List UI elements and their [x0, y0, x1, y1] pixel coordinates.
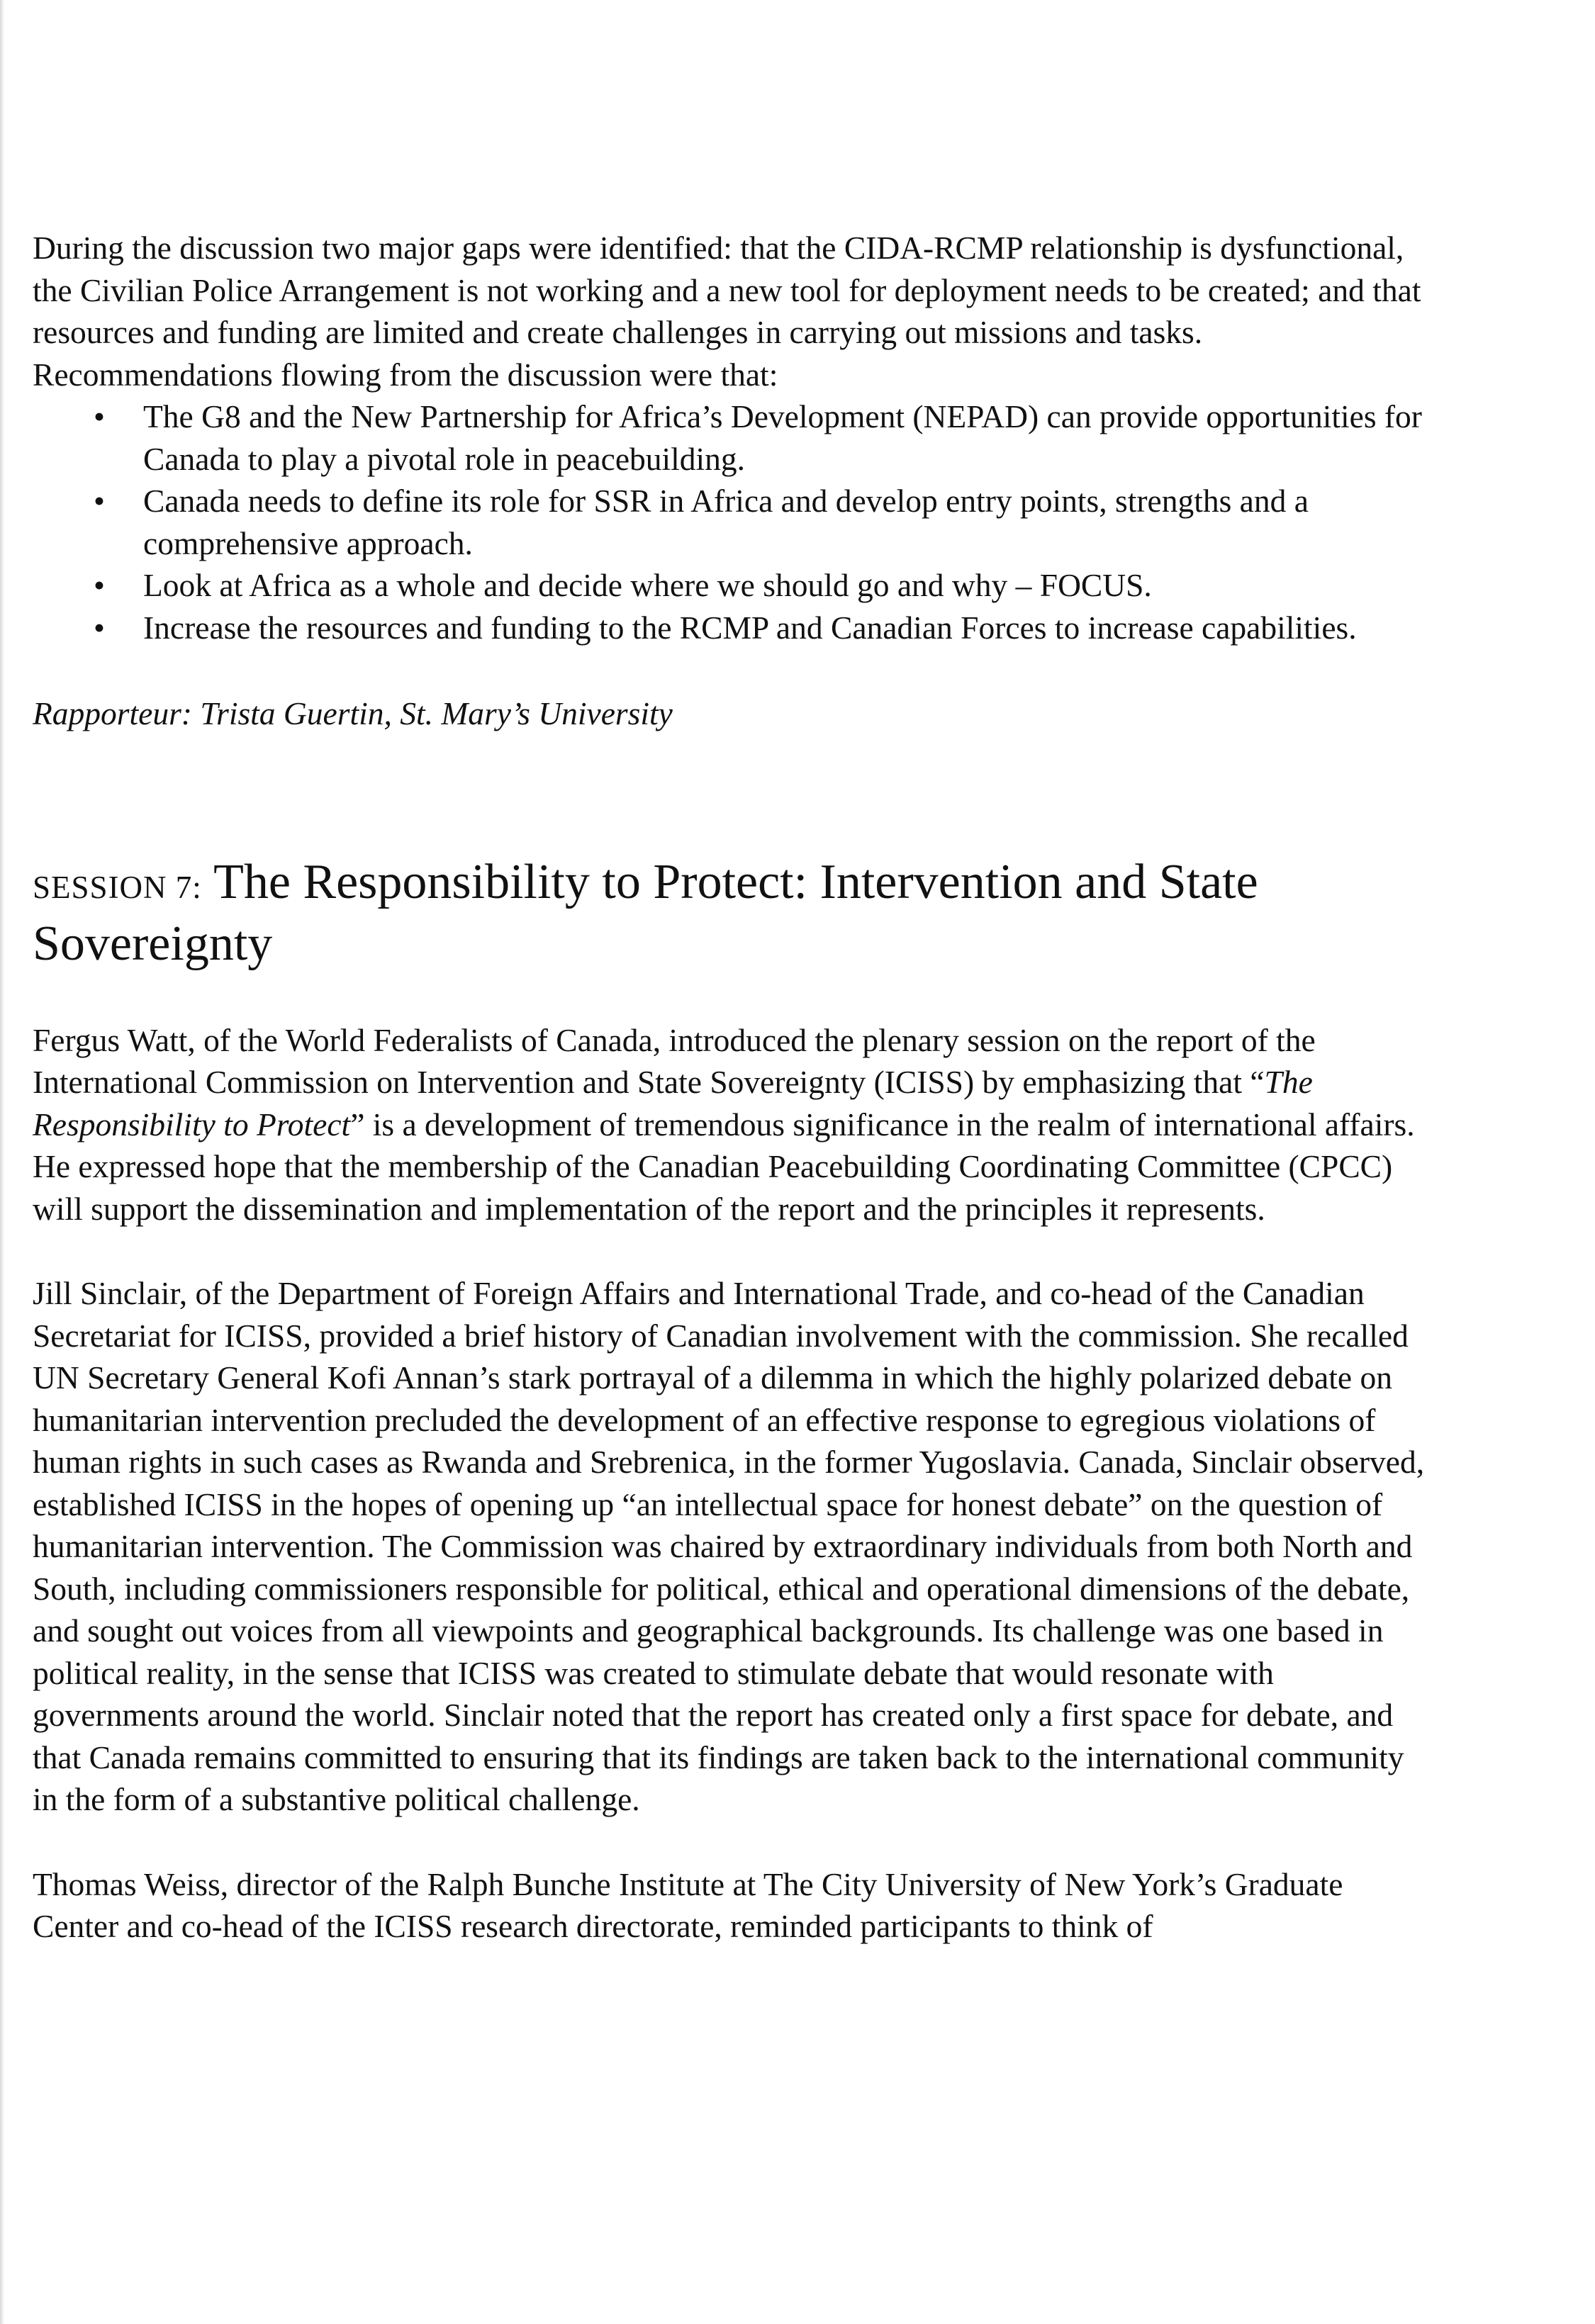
list-item: [94, 564, 1436, 607]
bullet-icon: •: [94, 398, 105, 434]
bullet-icon: •: [94, 483, 105, 519]
rapporteur-credit: Rapporteur: Trista Guertin, St. Mary’s University: [33, 695, 673, 731]
document-page: [33, 227, 1436, 1948]
list-item-text: Canada needs to define its role for SSR in Africa and develop entry points, strengths and a comprehensive approach.: [143, 483, 1309, 561]
list-item: [94, 607, 1436, 649]
watt-paragraph-lead: Fergus Watt, of the World Federalists of Canada, introduced the plenary session on the report of the International Commission on Intervention and State Sovereignty (ICISS) by emphasizing that “: [33, 1021, 1316, 1100]
weiss-paragraph: Thomas Weiss, director of the Ralph Bunche Institute at The City University of New York’s Graduate Center and co-head of the ICISS research directorate, reminded participants to think of: [33, 1865, 1343, 1944]
list-item-text: Increase the resources and funding to the RCMP and Canadian Forces to increase capabilities.: [143, 609, 1357, 646]
list-item-text: Look at Africa as a whole and decide where we should go and why – FOCUS.: [143, 567, 1152, 603]
report-title-italic: The Responsibility to Protect: [33, 1064, 1313, 1143]
scan-edge-shadow: [0, 0, 4, 2324]
watt-paragraph: [33, 1019, 1436, 1230]
session-heading: [33, 854, 1436, 972]
sinclair-paragraph: Jill Sinclair, of the Department of Foreign Affairs and International Trade, and co-head of the Canadian Secretariat for ICISS, provided a brief history of Canadian involvement with the commission. She recalled UN Secretary General Kofi Annan’s stark portrayal of a dilemma in which the highly polarized debate on humanitarian intervention precluded the development of an effective response to egregious violations of human rights in such cases as Rwanda and Srebrenica, in the former Yugoslavia. Canada, Sinclair observed, established ICISS in the hopes of opening up “an intellectual space for honest debate” on the question of humanitarian intervention. The Commission was chaired by extraordinary individuals from both North and South, including commissioners responsible for political, ethical and operational dimensions of the debate, and sought out voices from all viewpoints and geographical backgrounds. Its challenge was one based in political reality, in the sense that ICISS was created to stimulate debate that would resonate with governments around the world. Sinclair noted that the report has created only a first space for debate, and that Canada remains committed to ensuring that its findings are taken back to the international community in the form of a substantive political challenge.: [33, 1275, 1425, 1817]
summary-paragraph: During the discussion two major gaps were identified: that the CIDA-RCMP relationship is dysfunctional, the Civilian Police Arrangement is not working and a new tool for deployment needs to be created; and that resources and funding are limited and create challenges in carrying out missions and tasks. Recommendations flowing from the discussion were that:: [33, 230, 1421, 393]
list-item: [94, 395, 1436, 480]
bullet-icon: •: [94, 567, 105, 603]
list-item-text: The G8 and the New Partnership for Africa’s Development (NEPAD) can provide opportunities for Canada to play a pivotal role in peacebuilding.: [143, 398, 1422, 477]
watt-paragraph-rest: ” is a development of tremendous significance in the realm of international affairs. He expressed hope that the membership of the Canadian Peacebuilding Coordinating Committee (CPCC) will support the dissemination and implementation of the report and the principles it represents.: [33, 1106, 1415, 1227]
session-title: The Responsibility to Protect: Intervention and State Sovereignty: [33, 854, 1258, 971]
bullet-icon: •: [94, 609, 105, 646]
list-item: [94, 480, 1436, 564]
session-label: SESSION 7:: [33, 869, 202, 905]
recommendations-list: [33, 395, 1436, 649]
